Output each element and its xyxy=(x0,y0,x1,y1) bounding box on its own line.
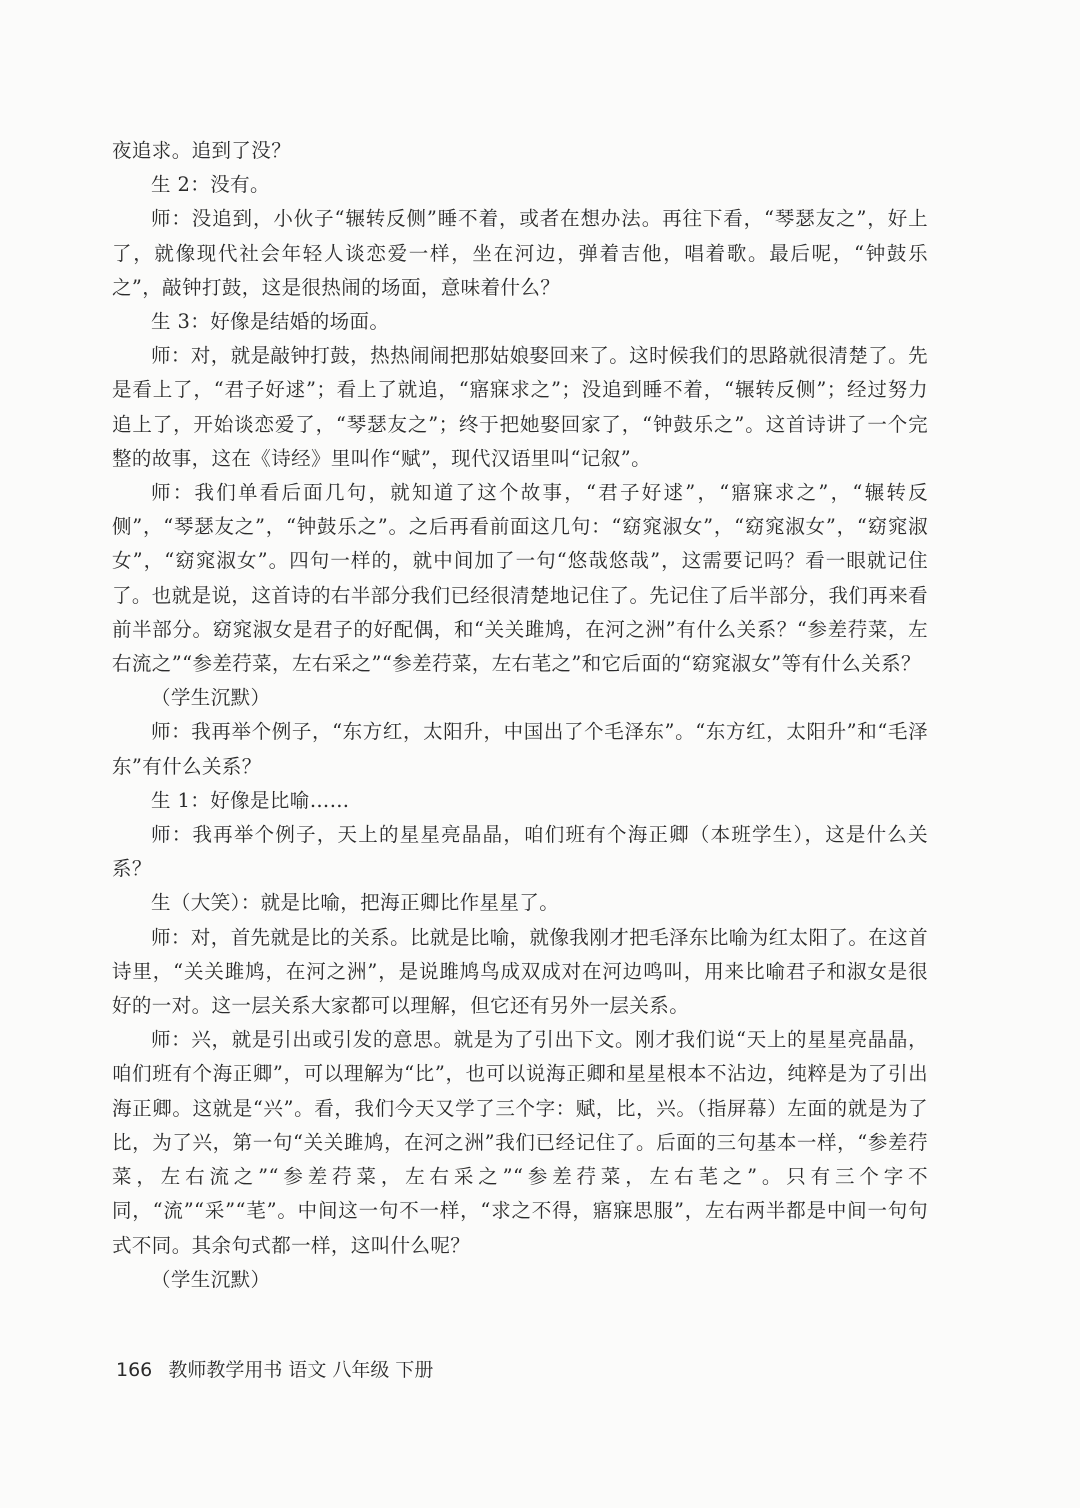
page-footer xyxy=(116,1356,433,1384)
paragraph: 师：对，就是敲钟打鼓，热热闹闹把那姑娘娶回来了。这时候我们的思路就很清楚了。先是看上了，“君子好逑”；看上了就追，“寤寐求之”；没追到睡不着，“辗转反侧”；经过努力追上了，开始谈恋爱了，“琴瑟友之”；终于把她娶回家了，“钟鼓乐之”。这首诗讲了一个完整的故事，这在《诗经》里叫作“赋”，现代汉语里叫“记叙”。 xyxy=(112,344,928,470)
paragraph: 生 1：好像是比喻…… xyxy=(151,788,350,812)
paragraph: 师：我再举个例子，天上的星星亮晶晶，咱们班有个海正卿（本班学生），这是什么关系？ xyxy=(112,823,928,881)
paragraph: 师：我再举个例子，“东方红，太阳升，中国出了个毛泽东”。“东方红，太阳升”和“毛泽东”有什么关系？ xyxy=(112,720,928,778)
page-text-body xyxy=(112,134,928,1297)
paragraph: 夜追求。追到了没？ xyxy=(112,139,292,162)
paragraph: 师：没追到，小伙子“辗转反侧”睡不着，或者在想办法。再往下看，“琴瑟友之”，好上了，就像现代社会年轻人谈恋爱一样，坐在河边，弹着吉他，唱着歌。最后呢，“钟鼓乐之”，敲钟打鼓，这是很热闹的场面，意味着什么？ xyxy=(112,207,928,299)
paragraph: （学生沉默） xyxy=(151,1267,271,1291)
paragraph: 生（大笑）：就是比喻，把海正卿比作星星了。 xyxy=(151,891,560,915)
paragraph: 师：兴，就是引出或引发的意思。就是为了引出下文。刚才我们说“天上的星星亮晶晶，咱们班有个海正卿”，可以理解为“比”，也可以说海正卿和星星根本不沾边，纯粹是为了引出海正卿。这就是“兴”。看，我们今天又学了三个字：赋，比，兴。（指屏幕）左面的就是为了比，为了兴，第一句“关关雎鸠，在河之洲”我们已经记住了。后面的三句基本一样，“参差荇菜，左右流之”“参差荇菜，左右采之”“参差荇菜，左右芼之”。只有三个字不同，“流”“采”“芼”。中间这一句不一样，“求之不得，寤寐思服”，左右两半都是中间一句句式不同。其余句式都一样，这叫什么呢？ xyxy=(112,1028,928,1257)
paragraph: （学生沉默） xyxy=(151,686,271,710)
paragraph: 师：对，首先就是比的关系。比就是比喻，就像我刚才把毛泽东比喻为红太阳了。在这首诗里，“关关雎鸠，在河之洲”，是说雎鸠鸟成双成对在河边鸣叫，用来比喻君子和淑女是很好的一对。这一层关系大家都可以理解，但它还有另外一层关系。 xyxy=(112,925,928,1018)
paragraph: 生 2：没有。 xyxy=(151,173,270,197)
page-number: 166 xyxy=(116,1359,153,1381)
book-title: 教师教学用书 语文 八年级 下册 xyxy=(168,1359,434,1381)
paragraph: 生 3：好像是结婚的场面。 xyxy=(151,310,390,334)
paragraph: 师：我们单看后面几句，就知道了这个故事，“君子好逑”，“寤寐求之”，“辗转反侧”，“琴瑟友之”，“钟鼓乐之”。之后再看前面这几句：“窈窕淑女”，“窈窕淑女”，“窈窕淑女”，“窈窕淑女”。四句一样的，就中间加了一句“悠哉悠哉”，这需要记吗？看一眼就记住了。也就是说，这首诗的右半部分我们已经很清楚地记住了。先记住了后半部分，我们再来看前半部分。窈窕淑女是君子的好配偶，和“关关雎鸠，在河之洲”有什么关系？“参差荇菜，左右流之”“参差荇菜，左右采之”“参差荇菜，左右芼之”和它后面的“窈窕淑女”等有什么关系？ xyxy=(112,481,928,676)
